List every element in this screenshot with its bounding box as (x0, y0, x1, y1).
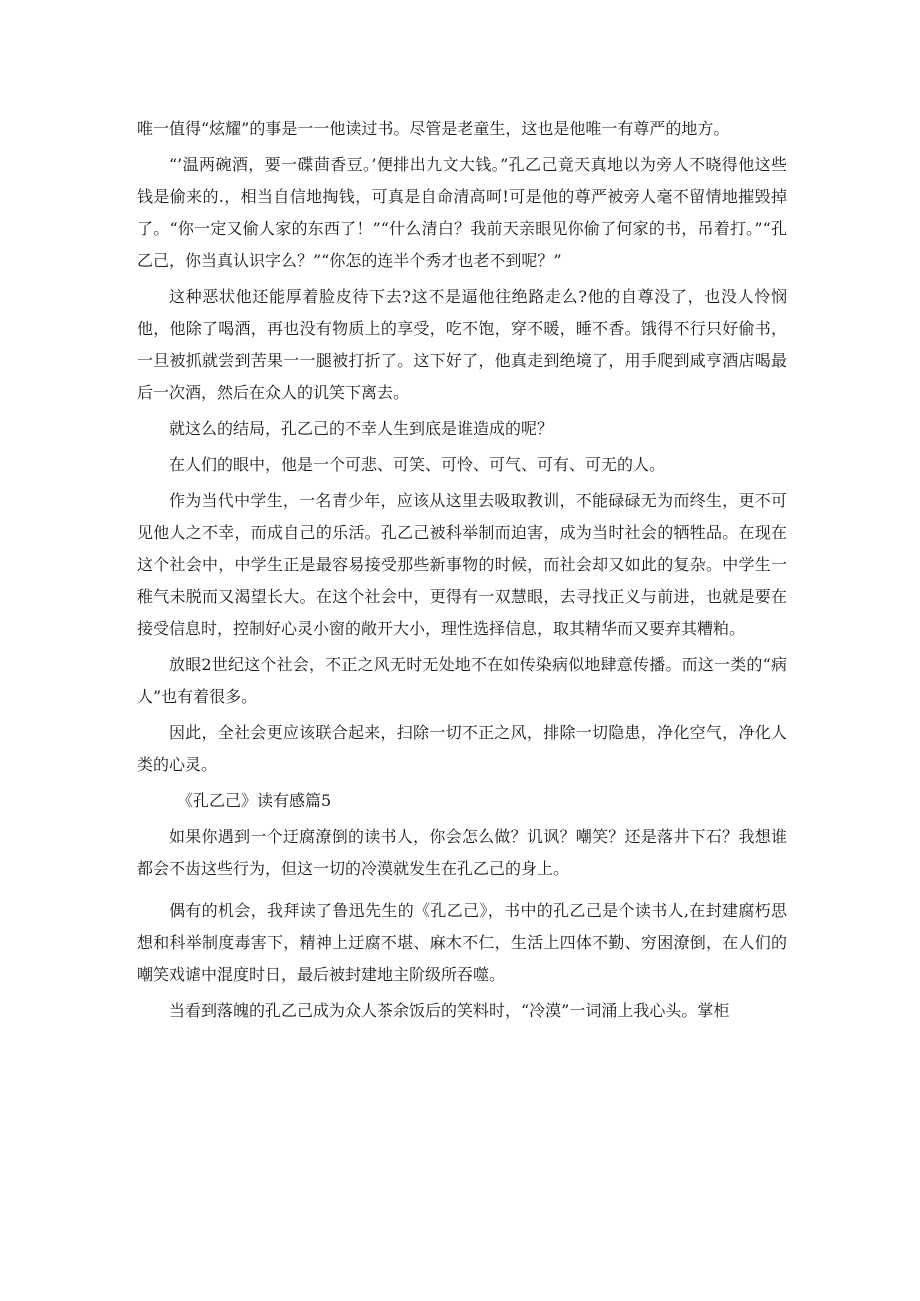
paragraph-4: 就这么的结局，孔乙己的不幸人生到底是谁造成的呢？ (169, 419, 554, 438)
paragraph-11: 当看到落魄的孔乙己成为众人茶余饭后的笑料时，“冷漠”一词涌上我心头。掌柜 (169, 1001, 730, 1020)
paragraph-8: 因此，全社会更应该联合起来，扫除一切不正之风，排除一切隐患，净化空气，净化人类的心灵。 (137, 723, 787, 774)
paragraph-1: 唯一值得“炫耀”的事是一一他读过书。尽管是老童生，这也是他唯一有尊严的地方。 (137, 119, 730, 138)
paragraph-2: “’温两碗酒，要一碟茴香豆。’便排出九文大钱。”孔乙己竟天真地以为旁人不晓得他这些钱是偷来的.，相当自信地掏钱，可真是自命清高呵!可是他的尊严被旁人毫不留情地摧毁掉了。“你一定又偷人家的东西了！”“什么清白？我前天亲眼见你偷了何家的书，吊着打。”“孔乙己，你当真认识字么？”“你怎的连半个秀才也老不到呢？” (137, 155, 787, 270)
paragraph-7: 放眼2世纪这个社会，不正之风无时无处地不在如传染病似地肆意传播。而这一类的“病人”也有着很多。 (137, 655, 787, 706)
article-body (137, 113, 787, 1031)
paragraph-5: 在人们的眼中，他是一个可悲、可笑、可怜、可气、可有、可无的人。 (169, 455, 666, 474)
section-heading: 《孔乙己》读有感篇5 (177, 791, 332, 810)
paragraph-6: 作为当代中学生，一名青少年，应该从这里去吸取教训，不能碌碌无为而终生，更不可见他人之不幸，而成自己的乐活。孔乙己被科举制而迫害，成为当时社会的牺牲品。在现在这个社会中，中学生正是最容易接受那些新事物的时候，而社会却又如此的复杂。中学生一稚气未脱而又渴望长大。在这个社会中，更得有一双慧眼，去寻找正义与前进，也就是要在接受信息时，控制好心灵小窗的敞开大小，理性选择信息，取其精华而又要弃其糟粕。 (137, 491, 787, 638)
paragraph-9: 如果你遇到一个迂腐潦倒的读书人，你会怎么做？讥讽？嘲笑？还是落井下石？我想谁都会不齿这些行为，但这一切的冷漠就发生在孔乙己的身上。 (137, 827, 787, 878)
paragraph-10: 偶有的机会，我拜读了鲁迅先生的《孔乙己》，书中的孔乙己是个读书人,在封建腐朽思想和科举制度毒害下，精神上迂腐不堪、麻木不仁，生活上四体不勤、穷困潦倒，在人们的嘲笑戏谑中混度时日，最后被封建地主阶级所吞噬。 (137, 901, 787, 984)
paragraph-3: 这种恶状他还能厚着脸皮待下去?这不是逼他往绝路走么?他的自尊没了，也没人怜悯他，他除了喝酒，再也没有物质上的享受，吃不饱，穿不暖，睡不香。饿得不行只好偷书，一旦被抓就尝到苦果一一腿被打折了。这下好了，他真走到绝境了，用手爬到咸亨酒店喝最后一次酒，然后在众人的讥笑下离去。 (137, 287, 787, 402)
